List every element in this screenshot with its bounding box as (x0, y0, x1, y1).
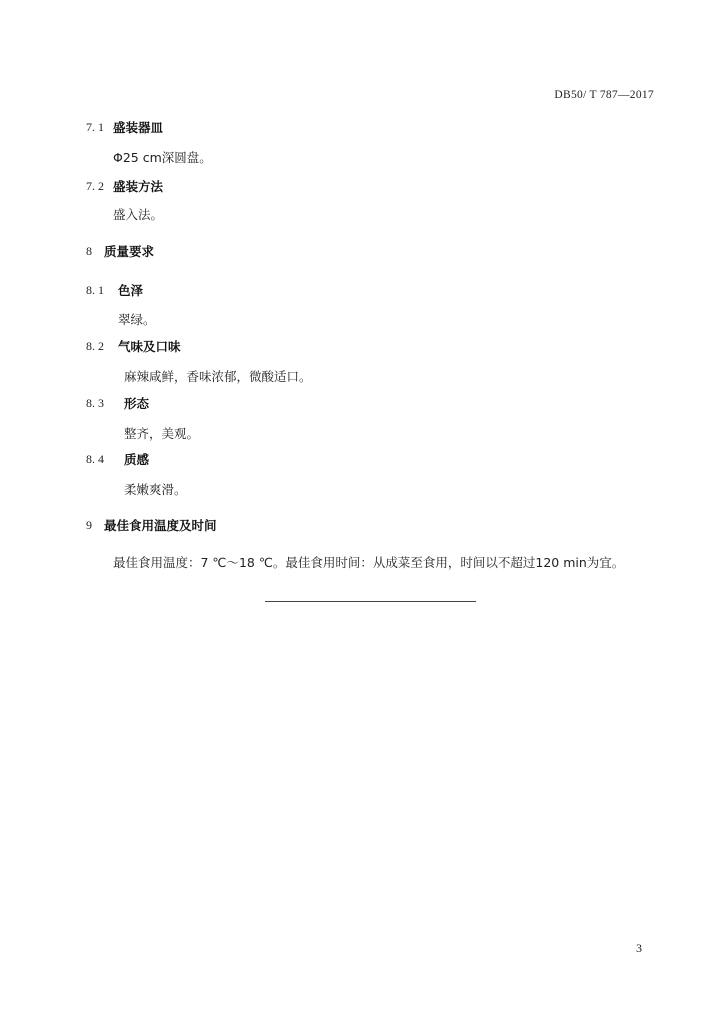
section-number: 9 (86, 518, 92, 532)
section-title: 质感 (124, 452, 150, 467)
section-text: 翠绿。 (118, 312, 156, 327)
section-text: 盛入法。 (113, 207, 164, 222)
section-title: 最佳食用温度及时间 (104, 518, 217, 533)
section-text: 整齐，美观。 (124, 426, 200, 441)
section-number: 8. 3 (86, 396, 104, 410)
standard-code: DB50/ T 787—2017 (554, 89, 654, 101)
section-number: 8. 4 (86, 452, 104, 466)
section-number: 8. 1 (86, 283, 104, 297)
section-number: 7. 1 (86, 120, 104, 134)
section-title: 盛装器皿 (113, 120, 164, 135)
end-rule (265, 601, 476, 602)
page-number: 3 (636, 941, 642, 955)
section-title: 色泽 (118, 283, 144, 298)
section-title: 质量要求 (104, 244, 155, 259)
section-title: 气味及口味 (118, 339, 181, 354)
section-number: 7. 2 (86, 179, 104, 193)
section-number: 8. 2 (86, 339, 104, 353)
section-number: 8 (86, 244, 92, 258)
section-title: 盛装方法 (113, 179, 164, 194)
section-text: 柔嫩爽滑。 (124, 482, 187, 497)
section-title: 形态 (124, 396, 150, 411)
section-text: 麻辣咸鲜，香味浓郁，微酸适口。 (124, 369, 312, 384)
section-text: 最佳食用温度：7 ℃～18 ℃。最佳食用时间：从成菜至食用，时间以不超过120 min为宜。 (113, 555, 625, 570)
section-text: Φ25 cm深圆盘。 (113, 150, 212, 165)
